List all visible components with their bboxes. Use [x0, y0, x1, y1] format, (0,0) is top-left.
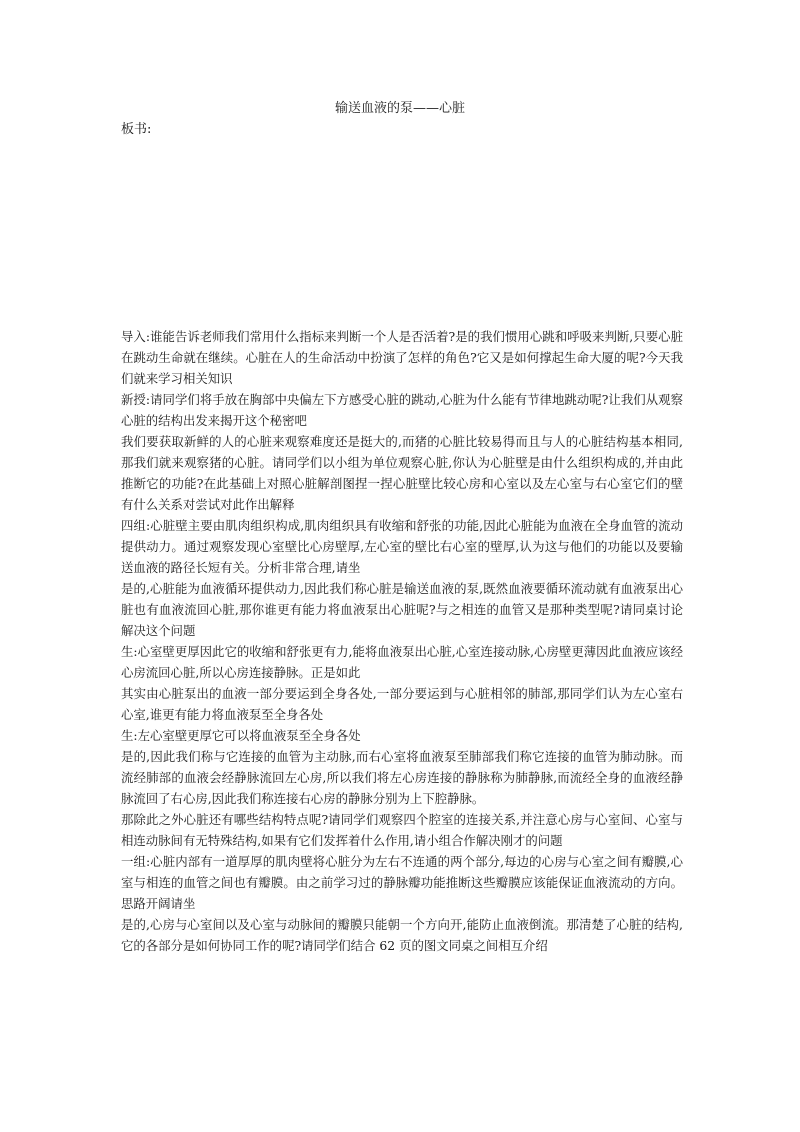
paragraph-student-answer-1: 生:心室壁更厚因此它的收缩和舒张更有力,能将血液泵出心脏,心室连接动脉,心房壁更薄因此血液应该经心房流回心脏,所以心房连接静脉。正是如此: [121, 644, 683, 680]
paragraph-introduction: 导入:谁能告诉老师我们常用什么指标来判断一个人是否活着?是的我们惯用心跳和呼吸来判断,只要心脏在跳动生命就在继续。心脏在人的生命活动中扮演了怎样的角色?它又是如何撑起生命大厦的呢?今天我们就来学习相关知识: [121, 329, 683, 386]
board-notes-label: 板书:: [121, 122, 152, 137]
paragraph-structure-question: 那除此之外心脏还有哪些结构特点呢?请同学们观察四个腔室的连接关系,并注意心房与心室间、心室与相连动脉间有无特殊结构,如果有它们发挥着什么作用,请小组合作解决刚才的问题: [121, 812, 683, 848]
paragraph-student-answer-2: 生:左心室壁更厚它可以将血液泵至全身各处: [121, 728, 361, 743]
paragraph-heart-pump: 是的,心脏能为血液循环提供动力,因此我们称心脏是输送血液的泵,既然血液要循环流动就有血液泵出心脏也有血液流回心脏,那你谁更有能力将血液泵出心脏呢?与之相连的血管又是那种类型呢?请同桌讨论解决这个问题: [121, 581, 683, 638]
paragraph-group-four: 四组:心脏壁主要由肌肉组织构成,肌肉组织具有收缩和舒张的功能,因此心脏能为血液在全身血管的流动提供动力。通过观察发现心室壁比心房壁厚,左心室的壁比右心室的壁厚,认为这与他们的功能以及要输送血液的路径长短有关。分析非常合理,请坐: [121, 518, 683, 575]
paragraph-observe-heart: 我们要获取新鲜的人的心脏来观察难度还是挺大的,而猪的心脏比较易得而且与人的心脏结构基本相同,那我们就来观察猪的心脏。请同学们以小组为单位观察心脏,你认为心脏壁是由什么组织构成的,并由此推断它的功能?在此基础上对照心脏解剖图捏一捏心脏壁比较心房和心室以及左心室与右心室它们的壁有什么关系对尝试对此作出解释: [121, 434, 683, 512]
paragraph-blood-vessels: 是的,因此我们称与它连接的血管为主动脉,而右心室将血液泵至肺部我们称它连接的血管为肺动脉。而流经肺部的血液会经静脉流回左心房,所以我们将左心房连接的静脉称为肺静脉,而流经全身的血液经静脉流回了右心房,因此我们称连接右心房的静脉分别为上下腔静脉。: [121, 749, 683, 806]
paragraph-valves: 是的,心房与心室间以及心室与动脉间的瓣膜只能朝一个方向开,能防止血液倒流。那清楚了心脏的结构,它的各部分是如何协同工作的呢?请同学们结合 62 页的图文同桌之间相互介绍: [121, 917, 683, 953]
paragraph-group-one: 一组:心脏内部有一道厚厚的肌肉壁将心脏分为左右不连通的两个部分,每边的心房与心室之间有瓣膜,心室与相连的血管之间也有瓣膜。由之前学习过的静脉瓣功能推断这些瓣膜应该能保证血液流动的方向。思路开阔请坐: [121, 854, 683, 911]
document-body: [121, 326, 683, 956]
paragraph-new-lesson: 新授:请同学们将手放在胸部中央偏左下方感受心脏的跳动,心脏为什么能有节律地跳动呢?让我们从观察心脏的结构出发来揭开这个秘密吧: [121, 392, 683, 428]
document-title: 输送血液的泵——心脏: [334, 101, 465, 116]
paragraph-ventricle-question: 其实由心脏泵出的血液一部分要运到全身各处,一部分要运到与心脏相邻的肺部,那同学们认为左心室右心室,谁更有能力将血液泵至全身各处: [121, 686, 683, 722]
